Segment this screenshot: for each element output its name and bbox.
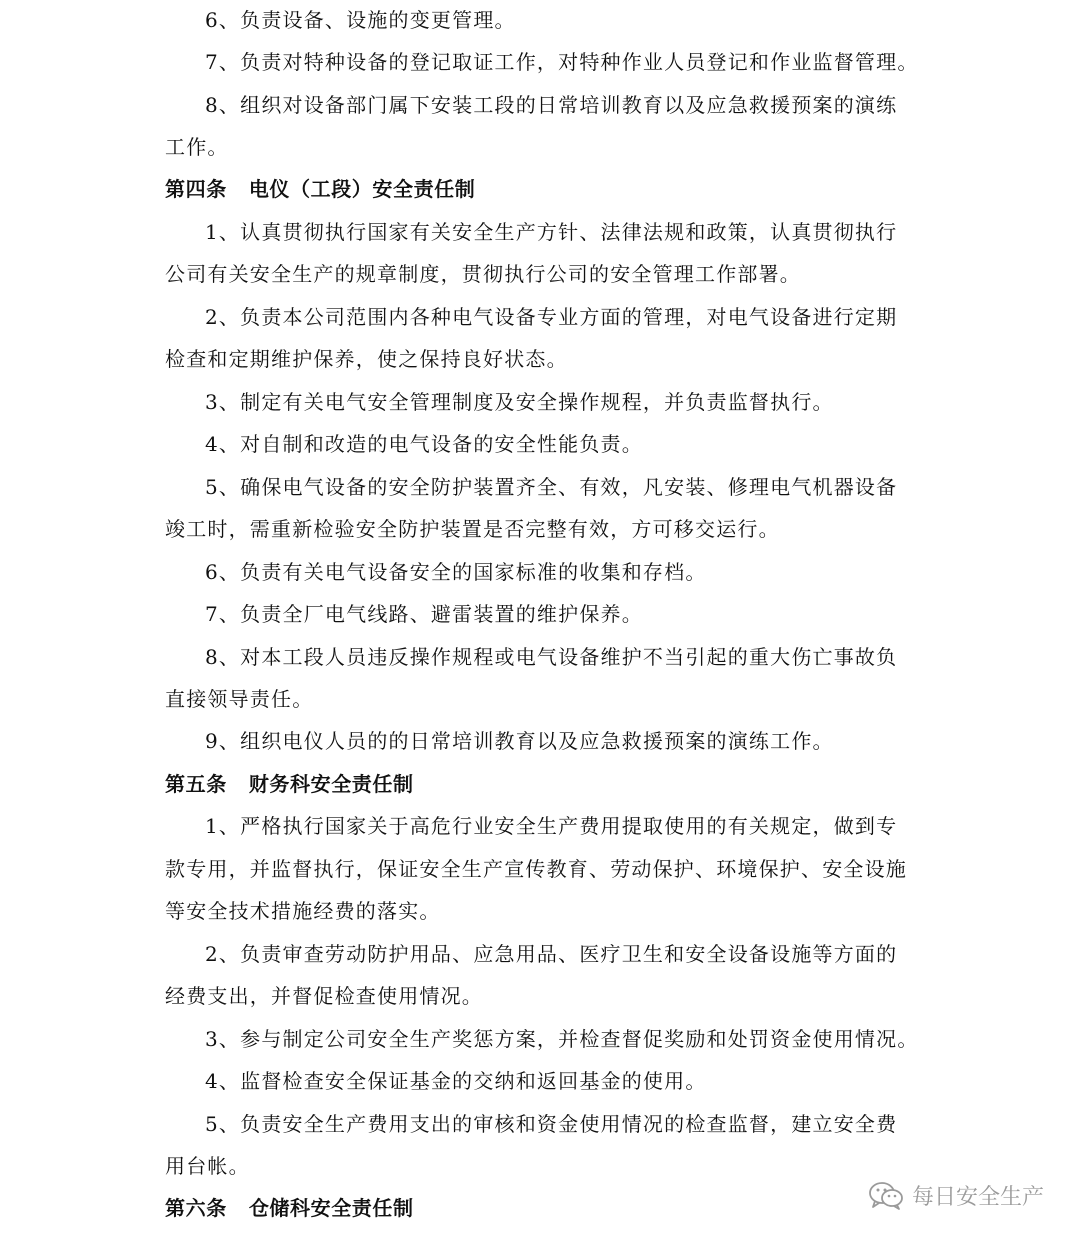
paragraph-line: 4、监督检查安全保证基金的交纳和返回基金的使用。 [205, 1069, 707, 1093]
paragraph-line: 5、确保电气设备的安全防护装置齐全、有效，凡安装、修理电气机器设备 [205, 475, 898, 499]
article-title: 电仪（工段）安全责任制 [248, 177, 476, 201]
article-number: 第四条 [165, 177, 227, 201]
paragraph-line: 1、严格执行国家关于高危行业安全生产费用提取使用的有关规定，做到专 [205, 814, 898, 838]
paragraph-line: 经费支出，并督促检查使用情况。 [165, 984, 483, 1008]
paragraph-line: 6、负责有关电气设备安全的国家标准的收集和存档。 [205, 560, 707, 584]
paragraph-line: 3、参与制定公司安全生产奖惩方案，并检查督促奖励和处罚资金使用情况。 [205, 1027, 919, 1051]
paragraph-line: 款专用，并监督执行，保证安全生产宣传教育、劳动保护、环境保护、安全设施 [165, 857, 907, 881]
paragraph-line: 4、对自制和改造的电气设备的安全性能负责。 [205, 432, 643, 456]
paragraph-line: 5、负责安全生产费用支出的审核和资金使用情况的检查监督，建立安全费 [205, 1112, 898, 1136]
paragraph-line: 9、组织电仪人员的的日常培训教育以及应急救援预案的演练工作。 [205, 729, 834, 753]
paragraph-line: 2、负责本公司范围内各种电气设备专业方面的管理，对电气设备进行定期 [205, 305, 898, 329]
article-5-heading [165, 770, 925, 798]
paragraph-line: 检查和定期维护保养，使之保持良好状态。 [165, 347, 568, 371]
article-number: 第六条 [165, 1196, 227, 1220]
paragraph-line: 6、负责设备、设施的变更管理。 [205, 8, 516, 32]
article-title: 财务科安全责任制 [248, 772, 414, 796]
watermark-text: 每日安全生产 [911, 1185, 1044, 1210]
paragraph-line: 竣工时，需重新检验安全防护装置是否完整有效，方可移交运行。 [165, 517, 780, 541]
article-4-heading [165, 175, 925, 203]
paragraph-line: 2、负责审查劳动防护用品、应急用品、医疗卫生和安全设备设施等方面的 [205, 942, 898, 966]
paragraph-line: 工作。 [165, 135, 229, 159]
paragraph-line: 公司有关安全生产的规章制度，贯彻执行公司的安全管理工作部署。 [165, 262, 801, 286]
paragraph-line: 等安全技术措施经费的落实。 [165, 899, 441, 923]
paragraph-line: 用台帐。 [165, 1154, 250, 1178]
article-title: 仓储科安全责任制 [248, 1196, 414, 1220]
paragraph-line: 1、认真贯彻执行国家有关安全生产方针、法律法规和政策，认真贯彻执行 [205, 220, 898, 244]
article-6-heading [165, 1194, 925, 1222]
watermark [868, 1180, 1044, 1211]
wechat-icon [868, 1181, 904, 1211]
paragraph-line: 3、制定有关电气安全管理制度及安全操作规程，并负责监督执行。 [205, 390, 834, 414]
paragraph-line: 直接领导责任。 [165, 687, 314, 711]
paragraph-line: 7、负责全厂电气线路、避雷装置的维护保养。 [205, 602, 643, 626]
article-number: 第五条 [165, 772, 227, 796]
paragraph-line: 7、负责对特种设备的登记取证工作，对特种作业人员登记和作业监督管理。 [205, 50, 919, 74]
paragraph-line: 8、对本工段人员违反操作规程或电气设备维护不当引起的重大伤亡事故负 [205, 645, 898, 669]
paragraph-line: 8、组织对设备部门属下安装工段的日常培训教育以及应急救援预案的演练 [205, 93, 898, 117]
